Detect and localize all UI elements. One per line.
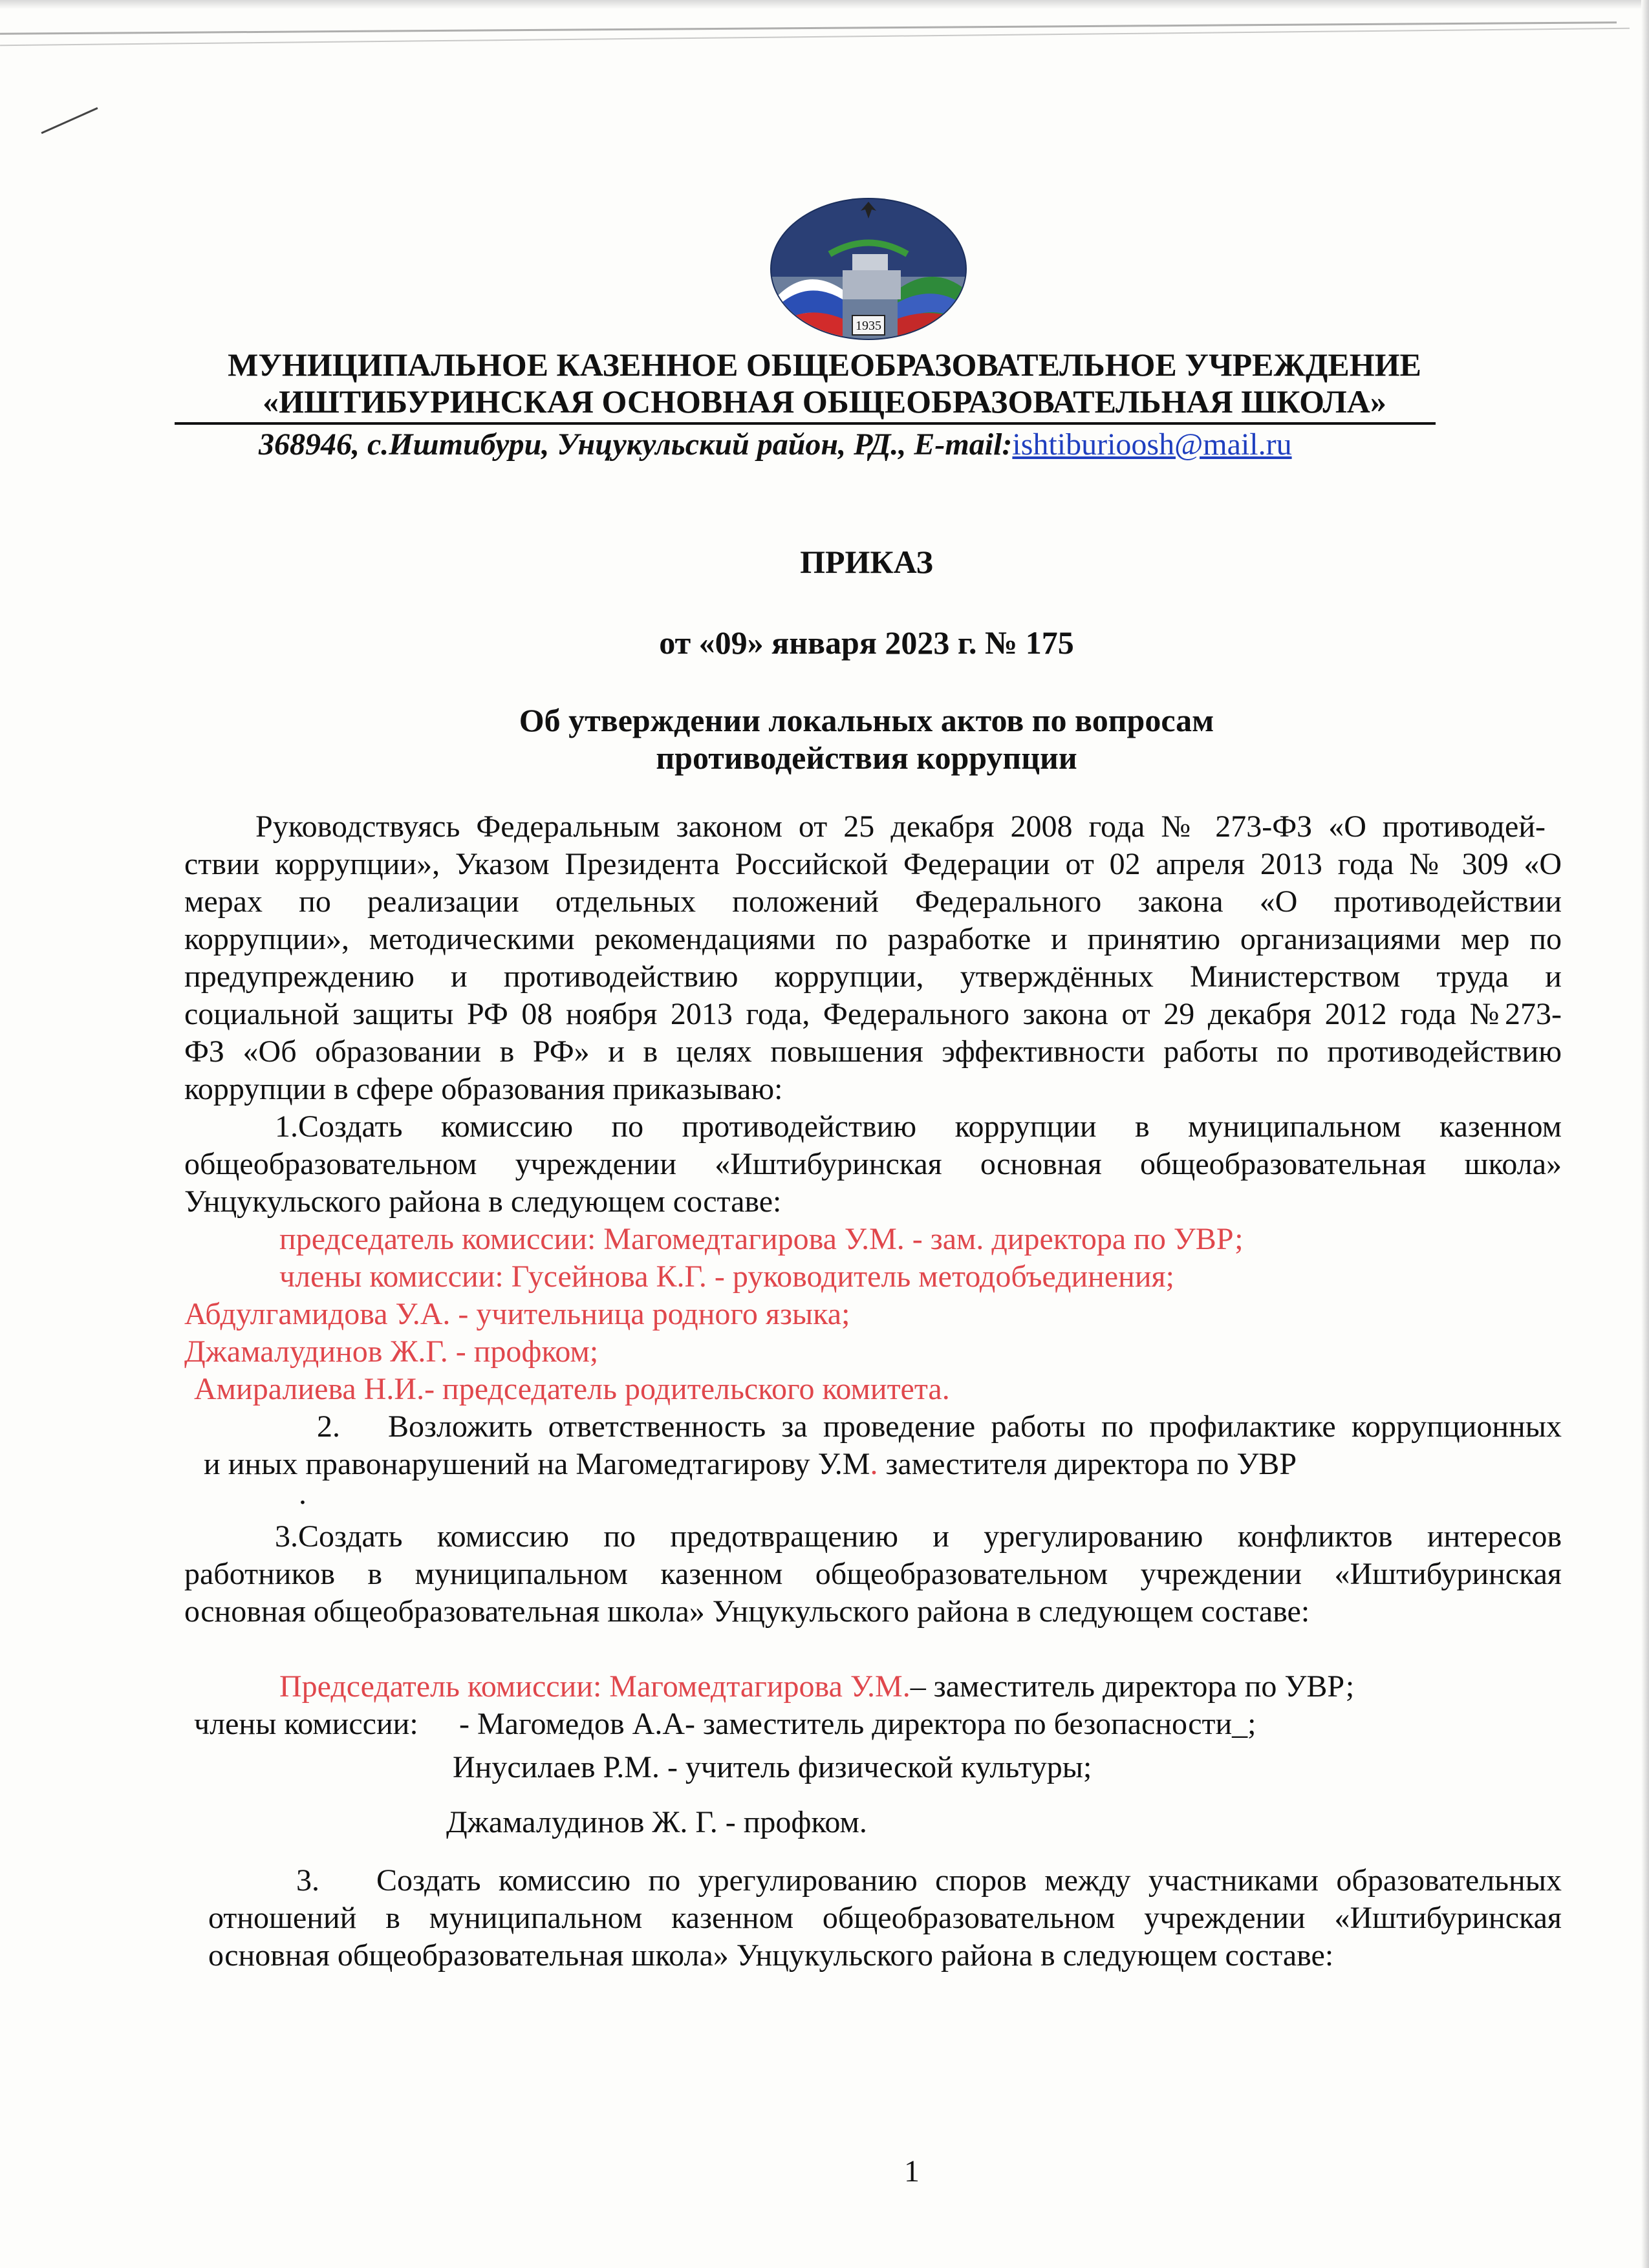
commission2-members-label: члены комиссии: (194, 1707, 418, 1741)
institution-address (259, 427, 1292, 462)
scan-edge-right (1641, 0, 1649, 2268)
commission2-member: - Магомедов А.А- заместитель директора по безопасности_; (459, 1707, 1256, 1741)
item2-line (204, 1446, 1297, 1483)
pen-mark (41, 107, 98, 134)
item3-line: основная общеобразовательная школа» Унцукульского района в следующем составе: (184, 1594, 1310, 1629)
order-title: ПРИКАЗ (800, 544, 933, 580)
commission1-member: Абдулгамидова У.А. - учительница родного языка; (184, 1297, 850, 1331)
commission2-member: Инусилаев Р.М. - учитель физической культуры; (453, 1750, 1092, 1784)
item4-line: отношений в муниципальном казенном общеобразовательном учреждении «Иштибуринская (208, 1901, 1562, 1935)
stray-dot: . (299, 1477, 307, 1511)
order-subject-line2: противодействия коррупции (656, 740, 1077, 776)
school-emblem-logo (765, 193, 972, 345)
item2-text: и иных правонарушений на Магомедтагирову У.М (204, 1447, 870, 1481)
commission1-member: члены комиссии: Гусейнова К.Г. - руководитель методобъединения; (279, 1259, 1174, 1294)
item2-red-dot: . (870, 1447, 878, 1481)
address-text: 368946, с.Иштибури, Унцукульский район, РД., E-mail: (259, 427, 1013, 462)
institution-name-line1: МУНИЦИПАЛЬНОЕ КАЗЕННОЕ ОБЩЕОБРАЗОВАТЕЛЬНОЕ УЧРЕЖДЕНИЕ (228, 347, 1421, 383)
header-divider (175, 422, 1436, 425)
preamble-line: предупреждению и противодействию коррупции, утверждённых Министерством труда и (184, 959, 1562, 994)
item1-line: общеобразовательном учреждении «Иштибуринская основная общеобразовательная школа» (184, 1147, 1562, 1181)
email-link[interactable]: ishtiburioosh@mail.ru (1012, 427, 1292, 462)
preamble-line: ФЗ «Об образовании в РФ» и в целях повышения эффективности работы по противодействию (184, 1034, 1562, 1069)
commission2-chair (279, 1668, 1354, 1706)
emblem-year: 1935 (856, 319, 881, 333)
preamble-line: коррупции в сфере образования приказываю: (184, 1072, 783, 1106)
item3-line: 3.Создать комиссию по предотвращению и урегулированию конфликтов интересов (275, 1519, 1562, 1554)
item2-number: 2. (317, 1409, 340, 1444)
order-date-number: от «09» января 2023 г. № 175 (659, 625, 1074, 661)
commission2-chair-role: – заместитель директора по УВР; (910, 1669, 1355, 1704)
scan-artifact-line (0, 28, 1630, 46)
preamble-line: мерах по реализации отдельных положений Федерального закона «О противодействии (184, 884, 1562, 919)
commission2-chair-name: Председатель комиссии: Магомедтагирова У.М. (279, 1669, 911, 1704)
item3-line: работников в муниципальном казенном общеобразовательном учреждении «Иштибуринская (184, 1557, 1562, 1591)
commission1-chair: председатель комиссии: Магомедтагирова У.М. - зам. директора по УВР; (279, 1222, 1244, 1256)
preamble-line: коррупции», методическими рекомендациями по разработке и принятию организациями мер по (184, 922, 1562, 956)
order-subject-line1: Об утверждении локальных актов по вопросам (519, 702, 1214, 738)
commission1-member: Амиралиева Н.И.- председатель родительского комитета. (194, 1372, 950, 1406)
institution-name-line2: «ИШТИБУРИНСКАЯ ОСНОВНАЯ ОБЩЕОБРАЗОВАТЕЛЬНАЯ ШКОЛА» (263, 383, 1386, 420)
scan-edge-top (0, 0, 1649, 9)
preamble-line: Руководствуясь Федеральным законом от 25 декабря 2008 года № 273-ФЗ «О противодей- (255, 809, 1546, 844)
item4-line: Создать комиссию по урегулированию споров между участниками образовательных (376, 1863, 1562, 1898)
item2-text-end: заместителя директора по УВР (878, 1447, 1297, 1481)
item2-line: Возложить ответственность за проведение работы по профилактике коррупционных (388, 1409, 1562, 1444)
preamble-line: ствии коррупции», Указом Президента Российской Федерации от 02 апреля 2013 года № 309 «О (184, 847, 1562, 881)
item1-line: 1.Создать комиссию по противодействию коррупции в муниципальном казенном (275, 1109, 1562, 1144)
commission2-member: Джамалудинов Ж. Г. - профком. (446, 1805, 867, 1839)
page-number: 1 (904, 2154, 920, 2188)
commission1-member: Джамалудинов Ж.Г. - профком; (184, 1334, 599, 1369)
item4-number: 3. (296, 1863, 319, 1898)
preamble-line: социальной защиты РФ 08 ноября 2013 года, Федерального закона от 29 декабря 2012 года №273- (184, 997, 1562, 1031)
item4-line: основная общеобразовательная школа» Унцукульского района в следующем составе: (208, 1938, 1334, 1973)
scan-artifact-line (0, 21, 1617, 34)
item1-line: Унцукульского района в следующем составе: (184, 1184, 782, 1219)
